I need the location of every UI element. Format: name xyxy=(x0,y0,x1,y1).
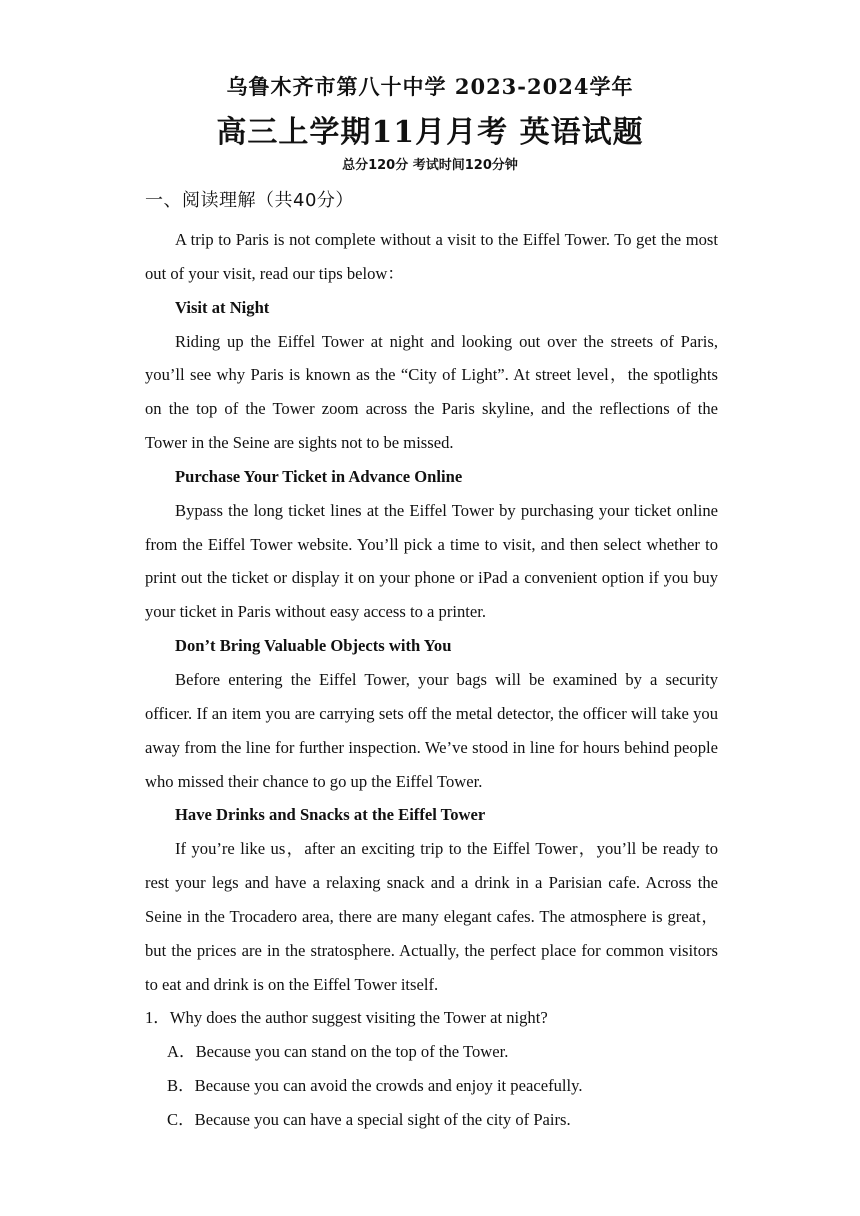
exam-school-title: 乌鲁木齐市第八十中学 2023-2024学年 xyxy=(226,74,634,99)
exam-score-time: 总分120分 考试时间120分钟 xyxy=(342,158,518,173)
tip-heading: Purchase Your Ticket in Advance Online xyxy=(175,466,463,486)
passage-intro: A trip to Paris is not complete without a visit to the Eiffel Tower. To get the most out of your visit, read our tips below： xyxy=(145,230,718,283)
reading-passage xyxy=(145,223,718,1137)
tip-heading: Don’t Bring Valuable Objects with You xyxy=(175,636,452,656)
tip-text: If you’re like us，after an exciting trip to the Eiffel Tower，you’ll be ready to rest your legs and have a relaxing snack and a drink in a Parisian cafe. Across the Seine in the Trocadero area, there are many elegant cafes. The atmosphere is great，but the prices are in the stratosphere. Actually, the perfect place for common visitors to eat and drink is on the Eiffel Tower itself. xyxy=(145,839,718,994)
tip-text: Bypass the long ticket lines at the Eiffel Tower by purchasing your ticket online from the Eiffel Tower website. You’ll pick a time to visit, and then select whether to print out the ticket or display it on your phone or iPad a convenient option if you buy your ticket in Paris without easy access to a printer. xyxy=(145,500,718,622)
tip-text: Before entering the Eiffel Tower, your bags will be examined by a security officer. If an item you are carrying sets off the metal detector, the officer will take you away from the line for further inspection. We’ve stood in line for hours behind people who missed their chance to go up the Eiffel Tower. xyxy=(145,669,718,791)
exam-main-title: 高三上学期11月月考 英语试题 xyxy=(216,115,644,150)
question-option-a: A．Because you can stand on the top of the Tower. xyxy=(167,1042,509,1062)
question-option-b: B．Because you can avoid the crowds and enjoy it peacefully. xyxy=(167,1076,583,1096)
tip-text: Riding up the Eiffel Tower at night and looking out over the streets of Paris, you’ll see why Paris is known as the “City of Light”. At street level，the spotlights on the top of the Tower zoom across the Paris skyline, and the reflections of the Tower in the Seine are sights not to be missed. xyxy=(145,331,718,453)
tip-heading: Visit at Night xyxy=(175,297,270,317)
tip-heading: Have Drinks and Snacks at the Eiffel Tower xyxy=(175,805,486,825)
question-option-c: C．Because you can have a special sight of the city of Pairs. xyxy=(167,1109,571,1129)
question-stem: 1．Why does the author suggest visiting the Tower at night? xyxy=(145,1008,548,1028)
section-heading-reading: 一、阅读理解（共40分） xyxy=(145,190,354,211)
